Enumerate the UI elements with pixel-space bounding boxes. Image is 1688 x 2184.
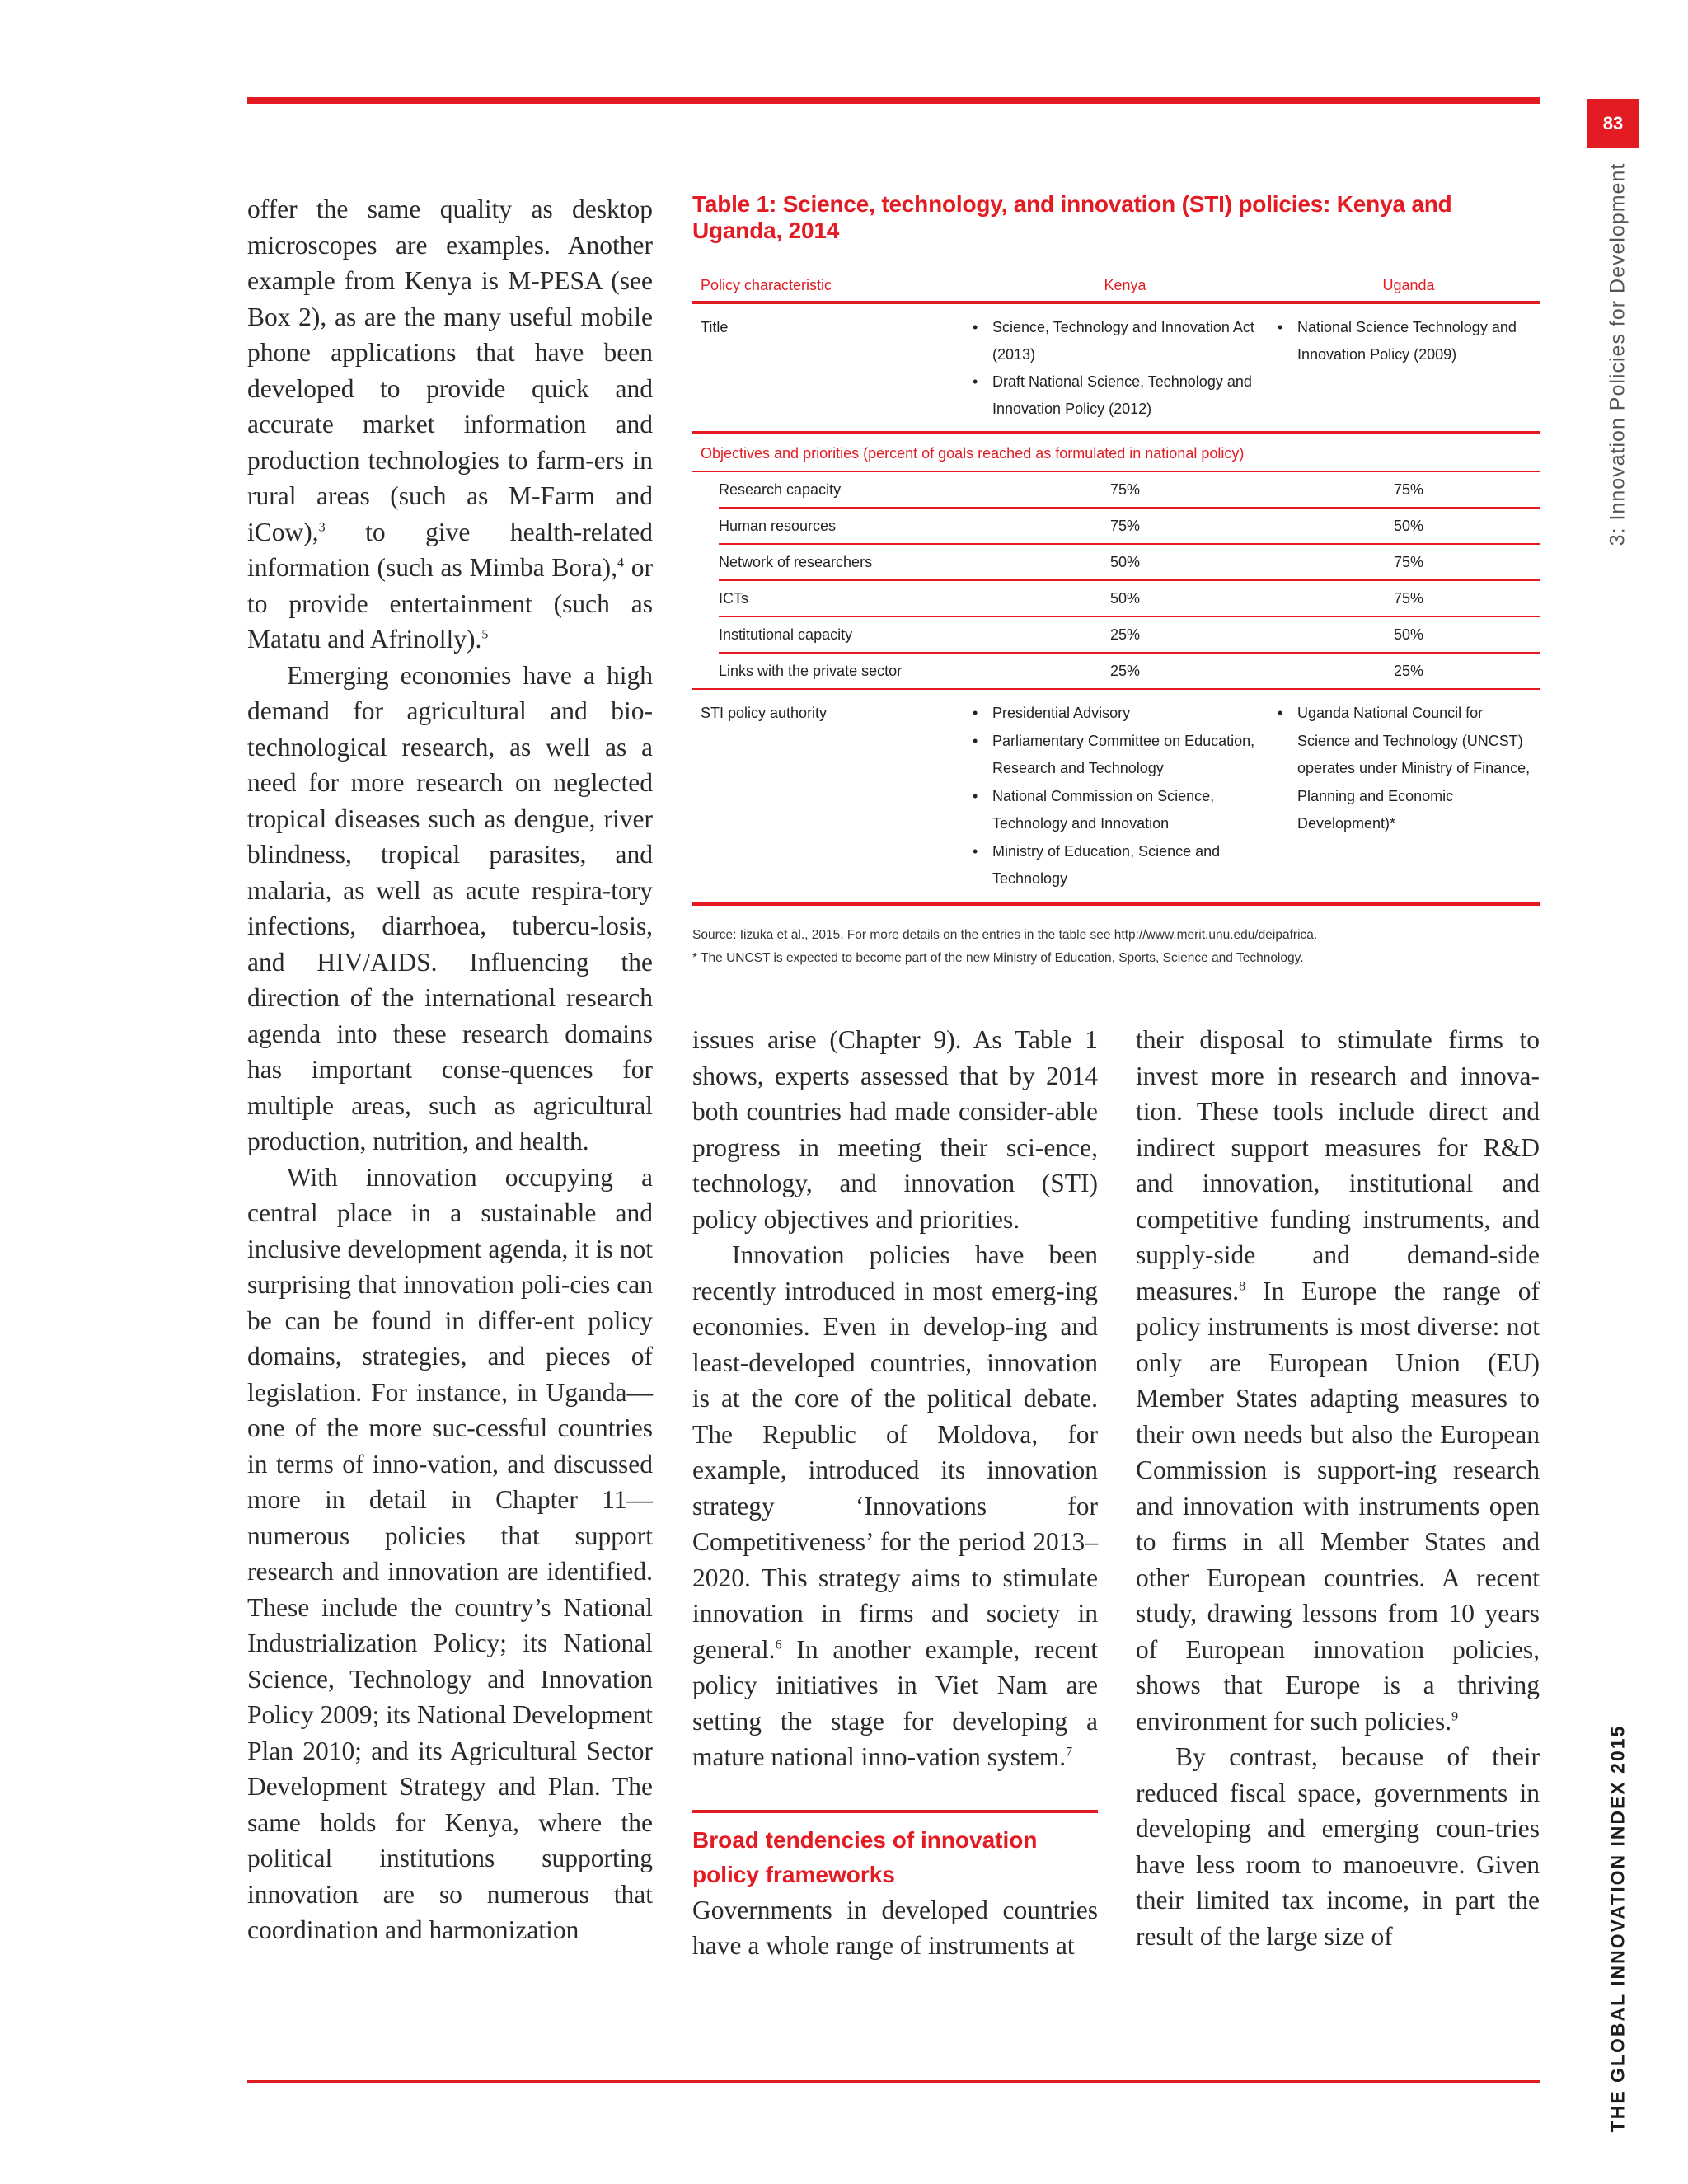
section-subheading: Broad tendencies of innovation policy frameworks xyxy=(692,1826,1038,1887)
paragraph: Governments in developed countries have a whole range of instruments at xyxy=(692,1895,1098,1960)
page-number: 83 xyxy=(1587,99,1639,148)
row-label: Title xyxy=(701,319,729,335)
footnote-ref[interactable]: 7 xyxy=(1066,1745,1073,1760)
paragraph: their disposal to stimulate firms to invest more in research and innova-tion. These tools include direct and indirect support measures for R&D and innovation, institutional and competitive funding instruments, and supply-side and demand-side measures.$^8$ In Europe the range of policy instruments is most diverse: not only are European Union (EU) Member States adapting measures to their own needs but also the European Commission is support-ing research and innovation with instruments open to firms in all Member States and other European countries. A recent study, drawing lessons from 10 years of European innovation policies, shows that Europe is a thriving environment for such policies.$^9$ xyxy=(1136,1025,1540,1736)
top-rule xyxy=(247,97,1540,104)
list-item: • National Science Technology and Innovation Policy (2009) xyxy=(1294,314,1540,368)
table-row: Network of researchers 50% 75% xyxy=(719,545,1540,581)
subheading-rule xyxy=(692,1810,1098,1813)
paragraph: offer the same quality as desktop microscopes are examples. Another example from Kenya is M-PESA (see Box 2), as are the many useful mobile phone applications that have been developed to provide quick and accurate market information and production technologies to farm-ers in rural areas (such as M-Farm and iCow),$^3$ to give health-related information (such as Mimba Bora),$^4$ or to provide entertainment (such as Matatu and Afrinolly).$^5$ xyxy=(247,194,653,654)
source-note: Source: Iizuka et al., 2015. For more details on the entries in the table see http://www.merit.unu.edu/deipafrica. xyxy=(692,927,1318,942)
publication-running-head xyxy=(1599,1724,1637,2133)
table-notes xyxy=(692,924,1540,970)
table-header-row xyxy=(692,277,1540,304)
column-header: Uganda xyxy=(1382,277,1435,293)
chapter-label: 3: Innovation Policies for Development xyxy=(1606,162,1629,546)
list-item: • Uganda National Council for Science and Technology (UNCST) operates under Ministry of Finance, Planning and Economic Development)* xyxy=(1294,700,1540,838)
column-header: Policy characteristic xyxy=(701,277,832,293)
table-row-title xyxy=(692,304,1540,434)
column-header: Kenya xyxy=(1104,277,1146,293)
list-item: • National Commission on Science, Technology and Innovation xyxy=(989,783,1278,838)
text-column-2 xyxy=(692,1022,1098,1964)
footnote-ref[interactable]: 6 xyxy=(775,1638,782,1652)
footnote-ref[interactable]: 4 xyxy=(617,555,624,570)
list-item: • Parliamentary Committee on Education, Research and Technology xyxy=(989,728,1278,783)
table-footnote: * The UNCST is expected to become part of the new Ministry of Education, Sports, Science and Technology. xyxy=(692,950,1304,965)
table-row: Institutional capacity 25% 50% xyxy=(719,617,1540,654)
paragraph: By contrast, because of their reduced fiscal space, governments in developing and emerging coun-tries have less room to manoeuvre. Given their limited tax income, in part the result of the large size of xyxy=(1136,1742,1540,1951)
table-row: Research capacity 75% 75% xyxy=(719,472,1540,509)
list-item: • Presidential Advisory xyxy=(989,700,1278,728)
sti-policy-table xyxy=(692,191,1540,970)
chapter-running-head xyxy=(1599,162,1637,546)
list-item: • Draft National Science, Technology and Innovation Policy (2012) xyxy=(989,368,1278,423)
footnote-ref[interactable]: 5 xyxy=(481,627,489,642)
row-label: STI policy authority xyxy=(701,705,828,721)
paragraph: Emerging economies have a high demand for agricultural and bio-technological research, as well as a need for more research on neglected tropical diseases such as dengue, river blindness, tropical parasites, and malaria, as well as acute respira-tory infections, diarrhoea, tubercu-losis, and HIV/AIDS. Influencing the direction of the international research agenda into these research domains has important conse-quences for multiple areas, such as agricultural production, nutrition, and health. xyxy=(247,660,653,1155)
footnote-ref[interactable]: 8 xyxy=(1239,1279,1246,1293)
list-item: • Ministry of Education, Science and Technology xyxy=(989,838,1278,893)
text-column-1 xyxy=(247,191,653,1948)
paragraph: With innovation occupying a central place in a sustainable and inclusive development agenda, it is not surprising that innovation poli-cies can be can be found in differ-ent policy domains, strategies, and pieces of legislation. For instance, in Uganda—one of the more suc-cessful countries in terms of inno-vation, and discussed more in detail in Chapter 11—numerous policies that support research and innovation are identified. These include the country’s National Industrialization Policy; its National Science, Technology and Innovation Policy 2009; its National Development Plan 2010; and its Agricultural Sector Development Strategy and Plan. The same holds for Kenya, where the political institutions supporting innovation are so numerous that coordination and harmonization xyxy=(247,1162,653,1944)
footnote-ref[interactable]: 9 xyxy=(1451,1709,1459,1723)
table-row: Links with the private sector 25% 25% xyxy=(719,663,1424,679)
paragraph: Innovation policies have been recently introduced in most emerg-ing economies. Even in develop-ing and least-developed countries, innovation is at the core of the political debate. The Republic of Moldova, for example, introduced its innovation strategy ‘Innovations for Competitiveness’ for the period 2013–2020. This strategy aims to stimulate innovation in firms and society in general.$^6$ In another example, recent policy initiatives in Viet Nam are setting the stage for developing a mature national inno-vation system.$^7$ xyxy=(692,1240,1098,1771)
table-row: Human resources 75% 50% xyxy=(719,509,1540,545)
bottom-rule xyxy=(247,2080,1540,2083)
objectives-heading: Objectives and priorities (percent of goals reached as formulated in national policy) xyxy=(692,434,1540,472)
publication-label: THE GLOBAL INNOVATION INDEX 2015 xyxy=(1606,1724,1629,2133)
text-column-3 xyxy=(1136,1022,1540,1954)
table-title: Table 1: Science, technology, and innovation (STI) policies: Kenya and Uganda, 2014 xyxy=(692,191,1452,243)
list-item: • Science, Technology and Innovation Act (2013) xyxy=(989,314,1278,368)
table-row: ICTs 50% 75% xyxy=(719,581,1540,617)
paragraph: issues arise (Chapter 9). As Table 1 shows, experts assessed that by 2014 both countries had made consider-able progress in meeting their sci-ence, technology, and innovation (STI) policy objectives and priorities. xyxy=(692,1025,1098,1234)
footnote-ref[interactable]: 3 xyxy=(318,520,326,534)
table-row-authority xyxy=(692,688,1540,906)
